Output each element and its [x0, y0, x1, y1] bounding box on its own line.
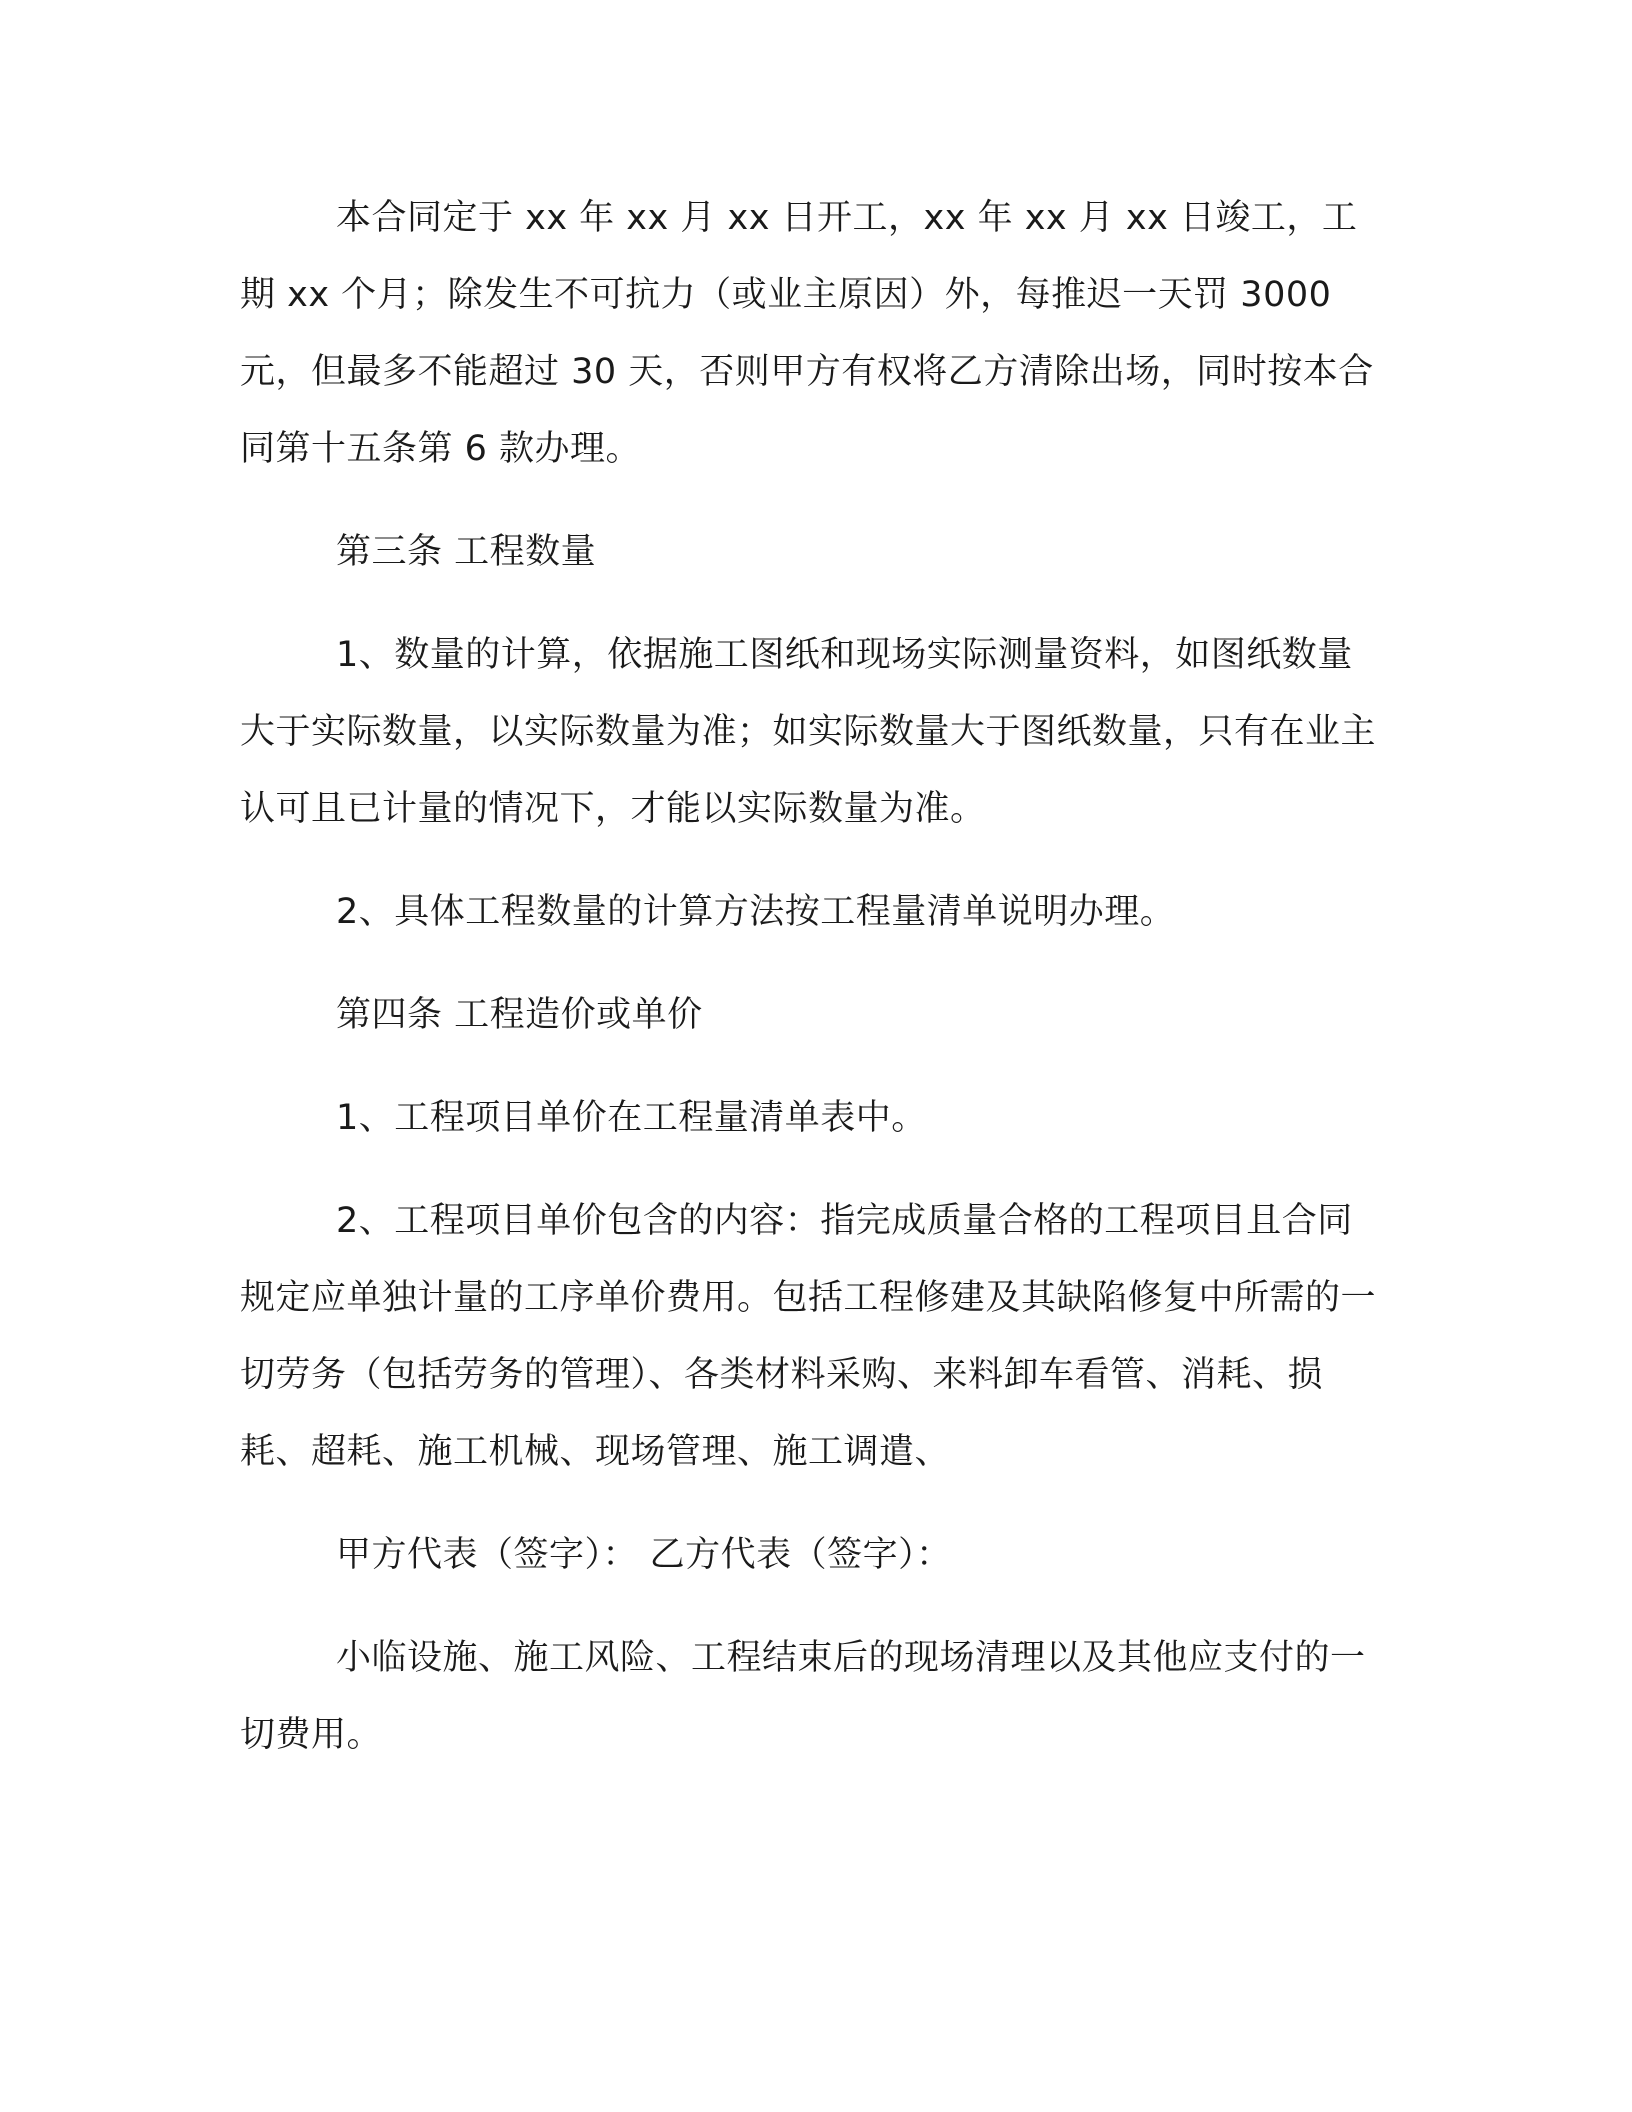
- paragraph-quantity-method: 2、具体工程数量的计算方法按工程量清单说明办理。: [336, 892, 1176, 932]
- paragraph-gap: [240, 951, 1380, 977]
- paragraph-quantity-calculation: 1、数量的计算，依据施工图纸和现场实际测量资料，如图纸数量大于实际数量，以实际数量为准；如实际数量大于图纸数量，只有在业主认可且已计量的情况下，才能以实际数量为准。: [240, 635, 1377, 829]
- paragraph-gap: [240, 848, 1380, 874]
- paragraph-gap: [240, 1054, 1380, 1080]
- paragraph-unit-price-location: 1、工程项目单价在工程量清单表中。: [336, 1098, 927, 1138]
- paragraph-other-costs: 小临设施、施工风险、工程结束后的现场清理以及其他应支付的一切费用。: [240, 1638, 1366, 1755]
- paragraph-gap: [240, 591, 1380, 617]
- paragraph-gap: [240, 1594, 1380, 1620]
- heading-article-3: 第三条 工程数量: [336, 532, 597, 572]
- paragraph-schedule: 本合同定于 xx 年 xx 月 xx 日开工，xx 年 xx 月 xx 日竣工，工期 xx 个月；除发生不可抗力（或业主原因）外，每推迟一天罚 3000 元，但最多不能超过 30 天，否则甲方有权将乙方清除出场，同时按本合同第十五条第 6 款办理。: [240, 198, 1374, 469]
- paragraph-unit-price-contents: 2、工程项目单价包含的内容：指完成质量合格的工程项目且合同规定应单独计量的工序单价费用。包括工程修建及其缺陷修复中所需的一切劳务（包括劳务的管理）、各类材料采购、来料卸车看管、消耗、损耗、超耗、施工机械、现场管理、施工调遣、: [240, 1201, 1377, 1472]
- signature-line: 甲方代表（签字）： 乙方代表（签字）：: [336, 1535, 952, 1575]
- paragraph-gap: [240, 488, 1380, 514]
- paragraph-gap: [240, 1157, 1380, 1183]
- heading-article-4: 第四条 工程造价或单价: [336, 995, 703, 1035]
- document-body: [240, 180, 1380, 1774]
- paragraph-gap: [240, 1491, 1380, 1517]
